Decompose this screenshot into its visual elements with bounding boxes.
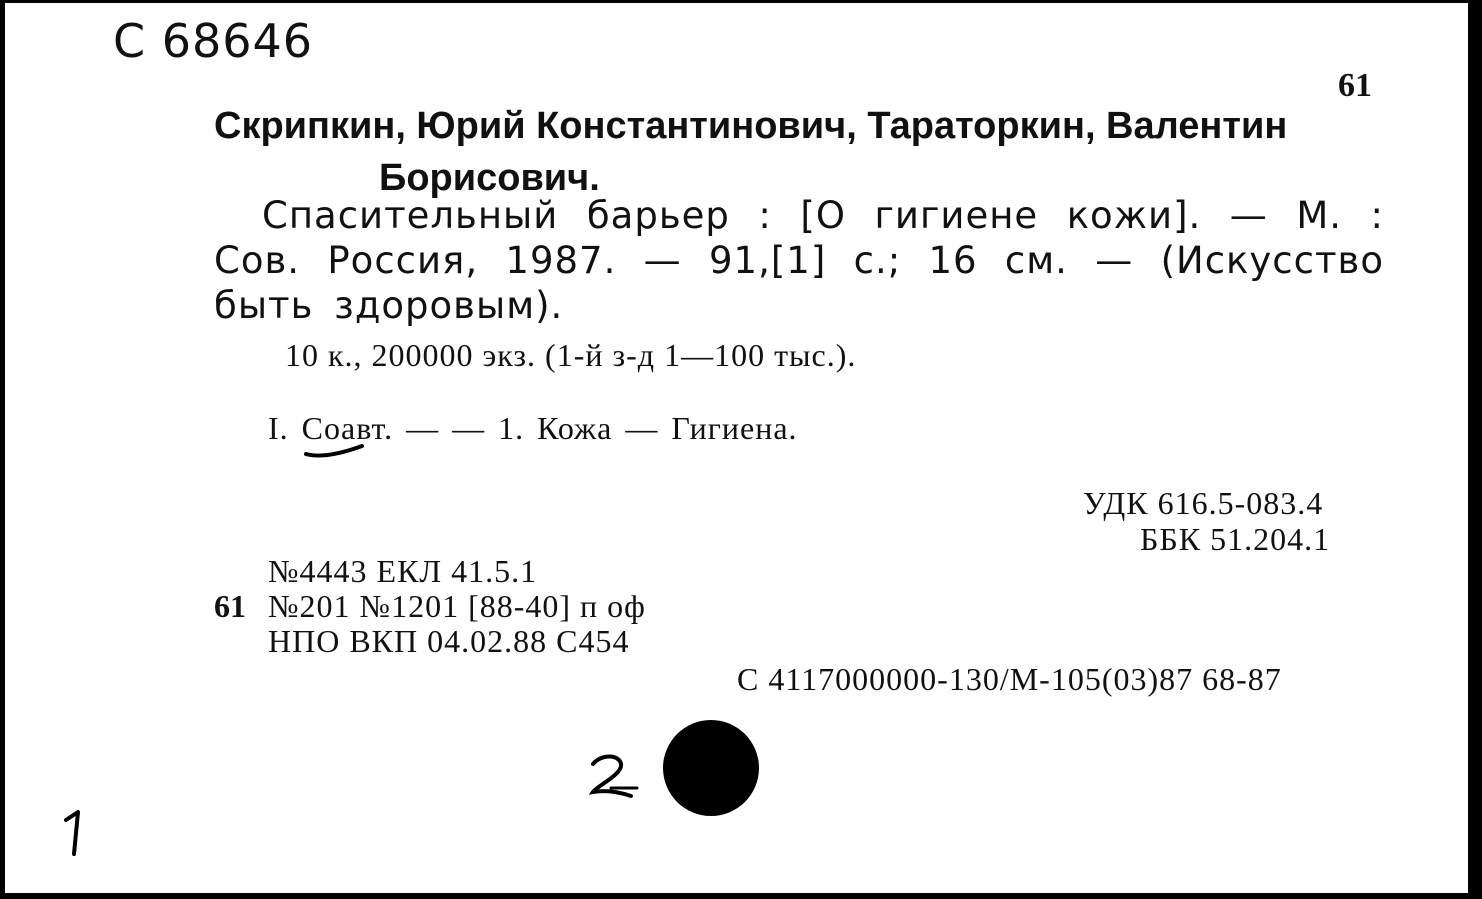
card-edge-right: [1468, 0, 1482, 899]
price-print-run: 10 к., 200000 экз. (1-й з-д 1—100 тыс.).: [285, 337, 857, 373]
card-edge-left: [0, 0, 5, 899]
handwritten-1-mark: [60, 808, 90, 858]
inventory-line-1: №4443 ЕКЛ 41.5.1: [268, 553, 538, 589]
subject-headings: I. Соавт. — — 1. Кожа — Гигиена.: [268, 410, 798, 446]
pen-underline-mark: [300, 440, 370, 462]
handwritten-2-mark: [585, 752, 645, 802]
udk-code: УДК 616.5-083.4: [1083, 485, 1324, 521]
inventory-code: 61: [214, 588, 246, 624]
bbk-code: ББК 51.204.1: [1140, 521, 1331, 557]
authors-heading: Скрипкин, Юрий Константинович, Тараторкин, Валентин Борисович.: [214, 105, 1288, 199]
card-edge-bottom: [0, 893, 1482, 899]
inventory-line-3: НПО ВКП 04.02.88 С454: [268, 623, 630, 659]
inventory-line-2: №201 №1201 [88-40] п оф: [268, 588, 646, 624]
punch-hole: [663, 720, 759, 816]
title-description: Спасительный барьер : [О гигиене кожи]. — М. : Сов. Россия, 1987. — 91,[1] с.; 16 см. — (Искусство быть здоровым).: [214, 194, 1384, 327]
classification-code: С 4117000000-130/М-105(03)87 68-87: [737, 661, 1282, 697]
stamp-number: С 68646: [113, 14, 314, 68]
card-edge-top: [0, 0, 1482, 3]
corner-mark: 61: [1338, 67, 1372, 104]
